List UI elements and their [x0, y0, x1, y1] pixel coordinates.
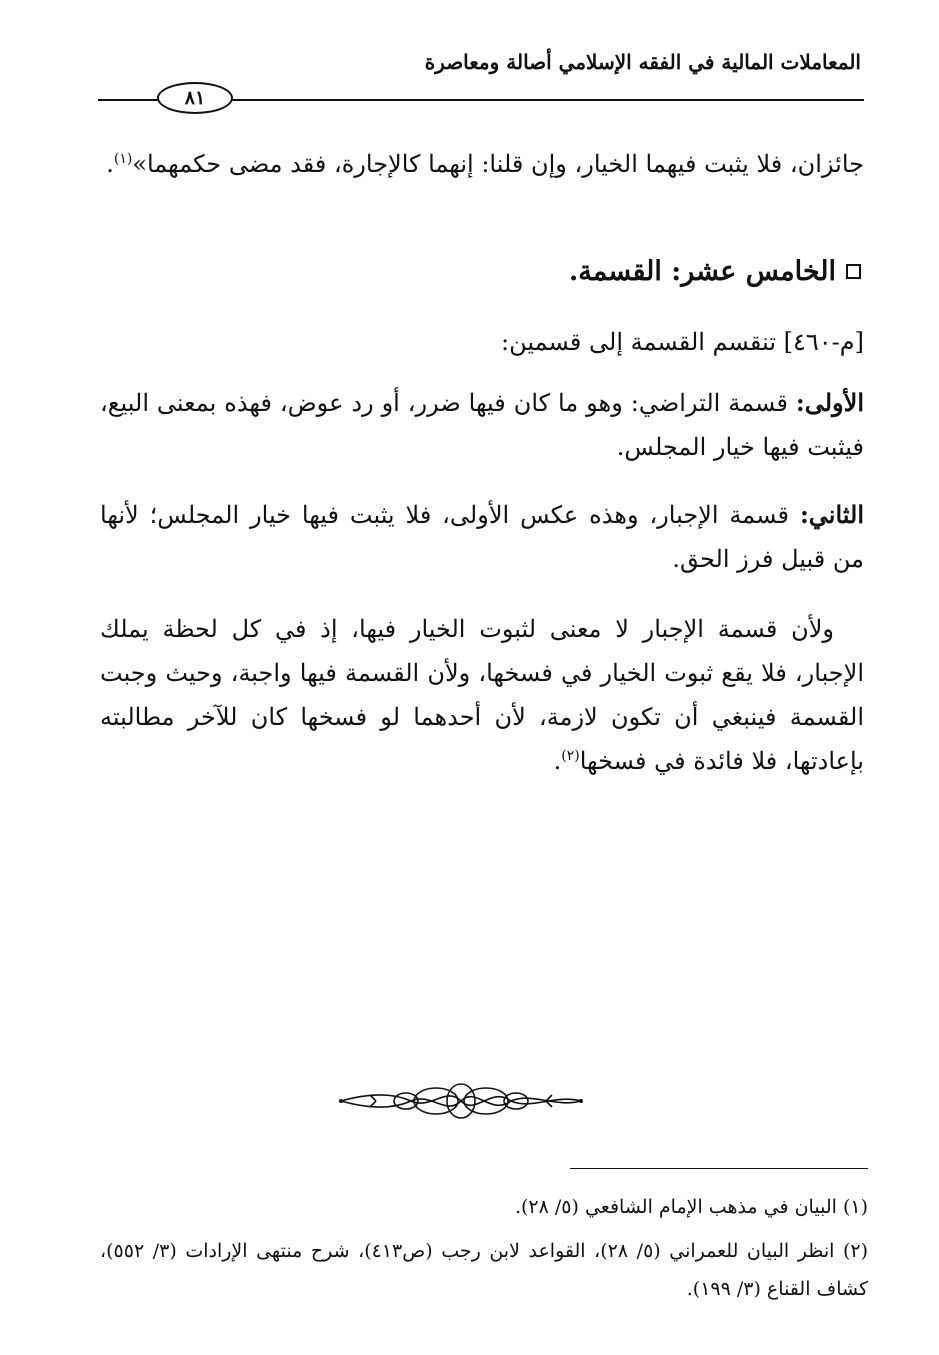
footnote-ref: (١) — [113, 151, 133, 167]
paragraph-lead: الأولى: — [795, 388, 864, 417]
footnote-1 — [100, 1188, 868, 1226]
page-number-oval — [157, 82, 233, 114]
paragraph-second-type — [100, 493, 864, 581]
paragraph-text: قسمة التراضي: وهو ما كان فيها ضرر، أو رد عوض، فهذه بمعنى البيع، فيثبت فيها خيار المجلس. — [100, 389, 864, 461]
footnote-text: البيان في مذهب الإمام الشافعي (٥/ ٢٨). — [514, 1196, 837, 1218]
paragraph-continuation — [100, 142, 864, 186]
section-heading — [569, 256, 861, 287]
paragraph-lead: الثاني: — [799, 500, 865, 529]
paragraph-text: قسمة الإجبار، وهذه عكس الأولى، فلا يثبت فيها خيار المجلس؛ لأنها من قبيل فرز الحق. — [100, 501, 864, 573]
section-heading-text: الخامس عشر: القسمة. — [568, 256, 836, 287]
ornament-divider-icon — [336, 1080, 586, 1122]
paragraph-text: ولأن قسمة الإجبار لا معنى لثبوت الخيار فيها، إذ في كل لحظة يملك الإجبار، فلا يقع ثبوت الخيار في فسخها، ولأن القسمة فيها واجبة، وحيث وجبت القسمة فينبغي أن تكون لازمة، لأن أحدهما لو فسخها كان للآخر مطالبته بإعادتها، فلا فائدة في فسخها — [100, 615, 864, 775]
paragraph-first-type — [100, 381, 864, 469]
paragraph-division — [100, 320, 864, 364]
paragraph-text: [م-٤٦٠] تنقسم القسمة إلى قسمين: — [501, 328, 864, 356]
paragraph-end: . — [553, 747, 562, 775]
page-number: ٨١ — [184, 87, 206, 109]
footnote-rule — [570, 1168, 868, 1169]
footnote-marker: (١) — [842, 1196, 868, 1218]
footnote-2 — [100, 1232, 868, 1308]
footnote-marker: (٢) — [842, 1240, 869, 1262]
paragraph-end: . — [106, 150, 114, 178]
paragraph-reasoning — [100, 607, 864, 783]
square-bullet-icon — [846, 264, 861, 279]
footnote-text: انظر البيان للعمراني (٥/ ٢٨)، القواعد لابن رجب (ص٤١٣)، شرح منتهى الإرادات (٣/ ٥٥٢)، كشاف القناع (٣/ ١٩٩). — [100, 1240, 868, 1300]
footnote-ref: (٢) — [561, 748, 580, 764]
running-header-title: المعاملات المالية في الفقه الإسلامي أصالة ومعاصرة — [424, 50, 861, 74]
paragraph-text: جائزان، فلا يثبت فيهما الخيار، وإن قلنا: إنهما كالإجارة، فقد مضى حكمهما» — [132, 150, 864, 178]
